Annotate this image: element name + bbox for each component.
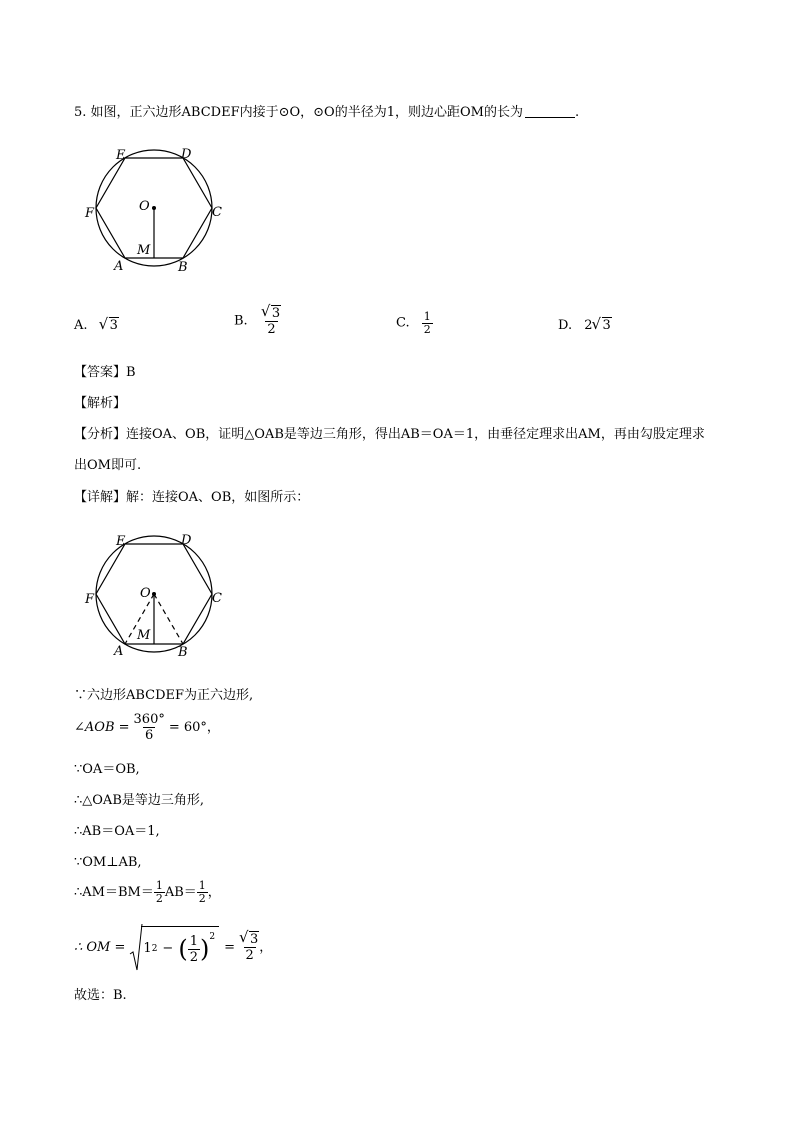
option-a[interactable]: A. √ 3: [74, 318, 119, 334]
step-7: ∴AM＝BM＝ $\frac{1}{2}$ AB＝ $\frac{1}{2}$ ，: [74, 879, 221, 905]
answer-blank: [525, 105, 575, 118]
label-d: D: [181, 533, 192, 548]
question-text: [74, 105, 579, 121]
label-a: A: [114, 259, 124, 274]
label-c: C: [212, 205, 222, 220]
step-8-result-fraction: √ $\frac{3}{2}$: [240, 932, 259, 963]
step-8-inner-fraction: $\frac{1}{2}$: [189, 933, 198, 965]
analysis-tag: 【解析】: [74, 396, 127, 411]
label-a: A: [114, 644, 124, 659]
label-m: M: [137, 628, 151, 643]
fenxi-line-1: 【分析】连接OA、OB，证明△OAB是等边三角形，得出AB＝OA＝1，由垂径定理求出AM，再由勾股定理求: [74, 427, 705, 442]
label-b: B: [178, 260, 188, 275]
step-2: ∠AOB = $\frac{360^\circ}{6}$ = 60°，: [74, 712, 220, 743]
segment-ob: [154, 594, 183, 644]
label-b: B: [178, 645, 188, 660]
question-stem: 5. 如图，正六边形ABCDEF内接于⊙O，⊙O的半径为1，则边心距OM的长为: [74, 105, 523, 120]
step-9: 故选：B.: [74, 988, 127, 1003]
step-7-fraction-1: $\frac{1}{2}$: [155, 879, 163, 905]
figure-hexagon-2: [80, 526, 230, 666]
label-d: D: [181, 147, 192, 162]
fenxi-line-2: 出OM即可.: [74, 458, 142, 473]
label-f: F: [85, 592, 95, 607]
step-1: ∵六边形ABCDEF为正六边形,: [74, 688, 254, 703]
option-d-sqrt: √ 3: [593, 318, 612, 334]
step-6: ∵OM⊥AB,: [74, 855, 142, 870]
step-8-radical: 1 2 − ( $\frac{1}{2}$ ) $^2$: [129, 926, 219, 969]
center-point: [152, 592, 156, 596]
center-point: [152, 206, 156, 210]
option-c-fraction: $\frac{1}{2}$: [423, 310, 431, 336]
step-7-fraction-2: $\frac{1}{2}$: [198, 879, 206, 905]
step-4: ∴△OAB是等边三角形,: [74, 793, 205, 808]
xiangjie-line: 【详解】解：连接OA、OB，如图所示：: [74, 490, 310, 505]
label-o: O: [140, 586, 151, 601]
option-d[interactable]: D. 2√ 3: [558, 318, 612, 334]
option-c[interactable]: C. $\frac{1}{2}$: [396, 310, 431, 336]
option-b[interactable]: B. √ $\frac{3}{2}$: [234, 306, 281, 337]
figure-hexagon-1: [80, 140, 230, 280]
label-c: C: [212, 591, 222, 606]
label-e: E: [116, 148, 126, 163]
radical-sign: [129, 924, 143, 972]
label-o: O: [139, 199, 150, 214]
option-a-sqrt: √ 3: [100, 318, 119, 334]
step-5: ∴AB＝OA＝1,: [74, 824, 160, 839]
step-3: ∵OA＝OB,: [74, 762, 140, 777]
option-b-fraction: √ $\frac{3}{2}$: [262, 306, 281, 337]
label-m: M: [137, 243, 151, 258]
step-8: ∴ OM = 1 2 − ( $\frac{1}{2}$ ) $^2$ = √ $\frac{3}{2}$ ，: [74, 926, 272, 969]
step-2-fraction: $\frac{360^\circ}{6}$: [133, 712, 165, 743]
question-end: .: [574, 105, 580, 120]
answer-line: 【答案】B: [74, 365, 136, 380]
label-f: F: [85, 206, 95, 221]
label-e: E: [116, 534, 126, 549]
